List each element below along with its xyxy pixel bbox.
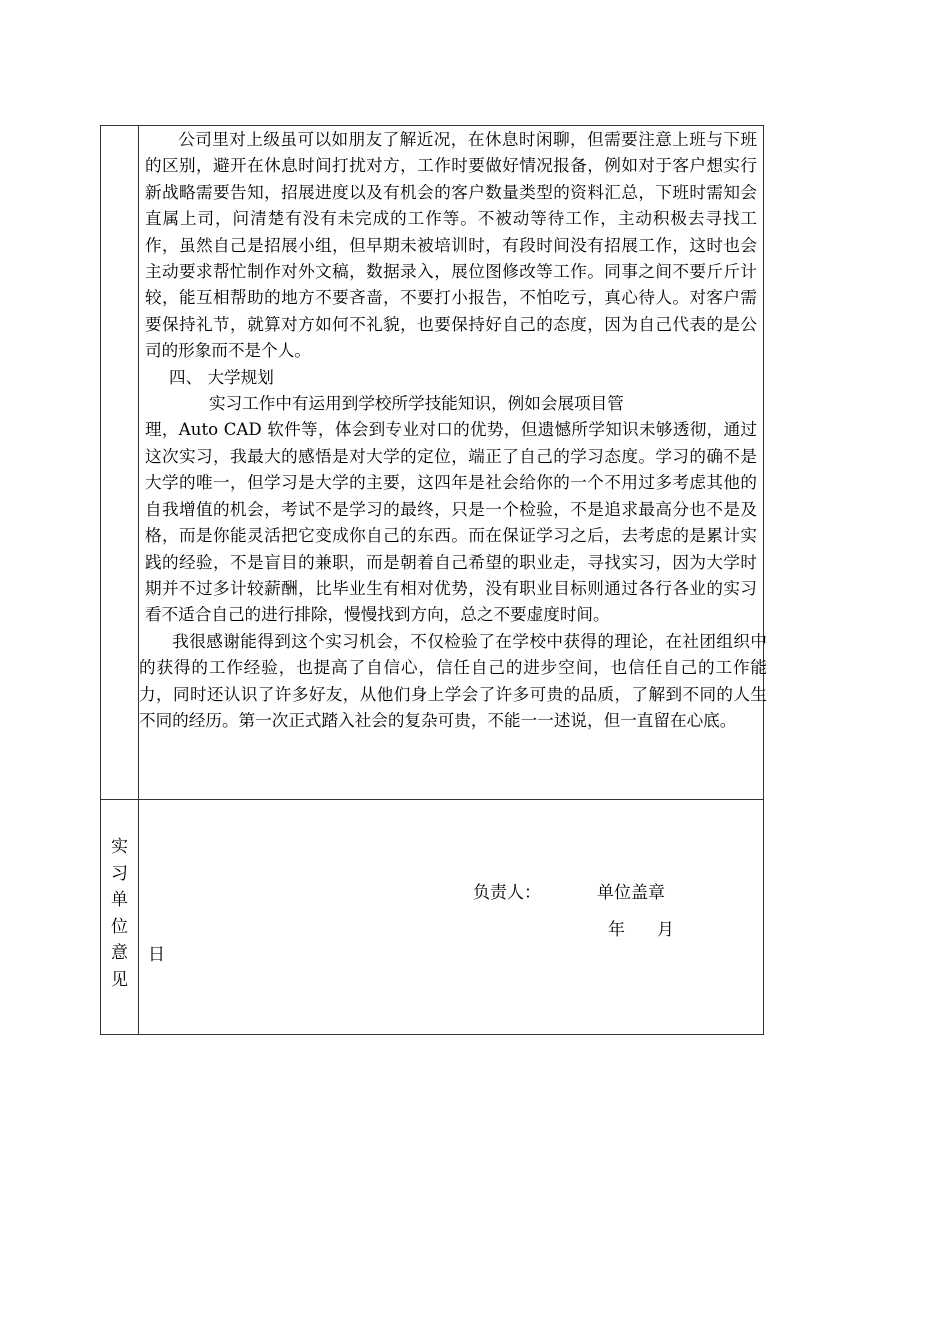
- paragraph-gratitude: 我很感谢能得到这个实习机会，不仅检验了在学校中获得的理论，在社团组织中的获得的工作经验，也提高了自信心，信任自己的进步空间，也信任自己的工作能力，同时还认识了许多好友，从他们身上学会了许多可贵的品质，了解到不同的人生不同的经历。第一次正式踏入社会的复杂可贵，不能一一述说，但一直留在心底。: [139, 631, 767, 730]
- form-table: [100, 125, 767, 1035]
- unit-seal-label: 单位盖章: [597, 883, 665, 903]
- section-heading: 四、 大学规划: [169, 367, 274, 387]
- paragraph-planning-first-line: 实习工作中有运用到学校所学技能知识，例如会展项目管: [209, 394, 624, 414]
- day-label: 日: [148, 945, 165, 965]
- paragraph-workplace: 公司里对上级虽可以如朋友了解近况，在休息时闲聊，但需要注意上班与下班的区别，避开在休息时间打扰对方，工作时要做好情况报备，例如对于客户想实行新战略需要告知，招展进度以及有机会的客户数量类型的资料汇总，下班时需知会直属上司，问清楚有没有未完成的工作等。不被动等待工作，主动积极去寻找工作，虽然自己是招展小组，但早期未被培训时，有段时间没有招展工作，这时也会主动要求帮忙制作对外文稿，数据录入，展位图修改等工作。同事之间不要斤斤计较，能互相帮助的地方不要吝啬，不要打小报告，不怕吃亏，真心待人。对客户需要保持礼节，就算对方如何不礼貌，也要保持好自己的态度，因为自己代表的是公司的形象而不是个人。: [145, 130, 757, 361]
- report-body: [139, 127, 767, 734]
- label-char: 实: [111, 837, 128, 857]
- opinion-label: [101, 834, 138, 993]
- paragraph-planning: 理，Auto CAD 软件等，体会到专业对口的优势，但遗憾所学知识未够透彻，通过这次实习，我最大的感悟是对大学的定位，端正了自己的学习态度。学习的确不是大学的唯一，但学习是大学的主要，这四年是社会给你的一个不用过多考虑其他的自我增值的机会，考试不是学习的最终，只是一个检验，不是追求最高分也不是及格，而是你能灵活把它变成你自己的东西。而在保证学习之后，去考虑的是累计实践的经验，不是盲目的兼职，而是朝着自己希望的职业走，寻找实习，因为大学时期并不过多计较薪酬，比毕业生有相对优势，没有职业目标则通过各行各业的实习看不适合自己的进行排除，慢慢找到方向，总之不要虚度时间。: [145, 420, 757, 625]
- label-char: 单: [111, 890, 128, 910]
- year-label: 年: [608, 920, 625, 940]
- label-char: 习: [111, 863, 128, 884]
- label-char: 位: [111, 916, 128, 937]
- responsible-person-label: 负责人：: [473, 883, 541, 903]
- column-divider: [138, 126, 139, 1034]
- month-label: 月: [657, 920, 674, 940]
- label-char: 见: [111, 969, 128, 990]
- row-divider: [101, 799, 763, 800]
- label-char: 意: [111, 943, 128, 963]
